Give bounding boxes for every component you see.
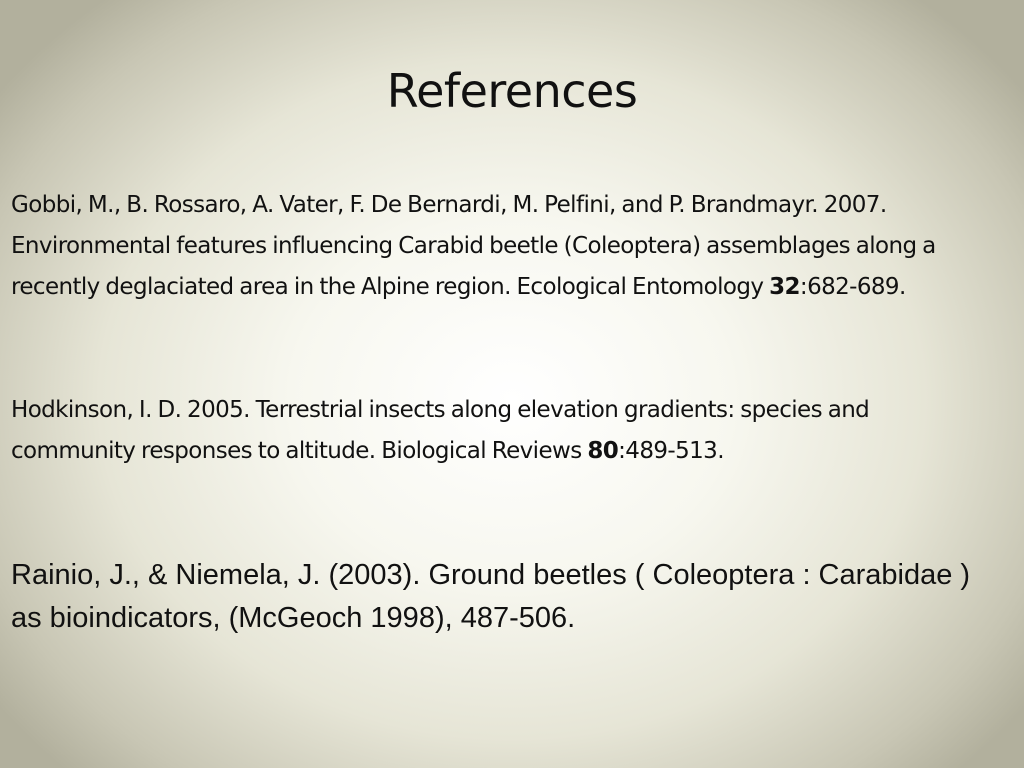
- reference-text: Gobbi, M., B. Rossaro, A. Vater, F. De Bernardi, M. Pelfini, and P. Brandmayr. 2007. Environmental features influencing Carabid beetle (Coleoptera) assemblages along a recently deglaciated area in the Alpine region. Ecological Entomology: [11, 192, 936, 300]
- reference-hodkinson-2005: [11, 390, 951, 472]
- slide-title: References: [386, 64, 638, 118]
- reference-pages: :682-689.: [799, 274, 906, 300]
- reference-volume: 32: [769, 274, 800, 300]
- reference-pages: :489-513.: [618, 438, 724, 464]
- reference-text: Hodkinson, I. D. 2005. Terrestrial insects along elevation gradients: species and community responses to altitude. Biological Reviews: [11, 397, 870, 464]
- reference-gobbi-2007: [11, 185, 1019, 308]
- reference-volume: 80: [587, 438, 619, 464]
- reference-rainio-2003: Rainio, J., & Niemela, J. (2003). Ground beetles ( Coleoptera : Carabidae ) as bioindicators, (McGeoch 1998), 487-506.: [11, 559, 971, 634]
